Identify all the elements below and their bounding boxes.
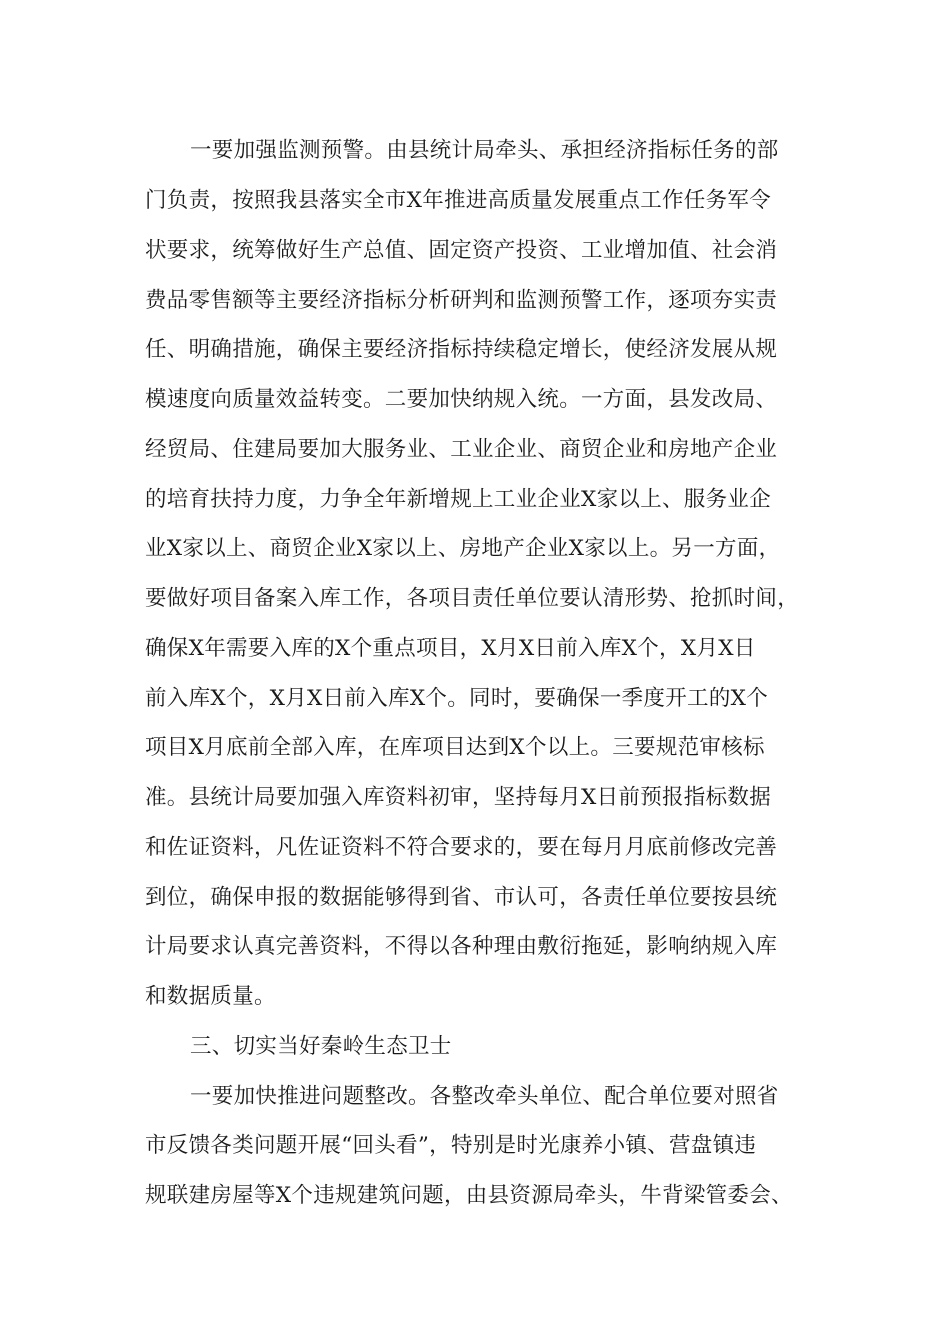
paragraph-line: 市反馈各类问题开展“回头看”，特别是时光康养小镇、营盘镇违 <box>145 1133 757 1158</box>
paragraph-line: 要做好项目备案入库工作，各项目责任单位要认清形势、抢抓时间， <box>145 586 800 611</box>
paragraph-line: 一要加强监测预警。由县统计局牵头、承担经济指标任务的部 <box>190 138 779 163</box>
paragraph-line: 费品零售额等主要经济指标分析研判和监测预警工作，逐项夯实责 <box>145 288 778 313</box>
paragraph-line: 规联建房屋等X个违规建筑问题，由县资源局牵头，牛背梁管委会、 <box>145 1183 793 1208</box>
section-heading: 三、切实当好秦岭生态卫士 <box>190 1034 452 1059</box>
paragraph-line: 前入库X个，X月X日前入库X个。同时，要确保一季度开工的X个 <box>145 686 769 711</box>
paragraph-line: 业X家以上、商贸企业X家以上、房地产企业X家以上。另一方面， <box>145 536 781 561</box>
paragraph-line: 经贸局、住建局要加大服务业、工业企业、商贸企业和房地产企业 <box>145 437 778 462</box>
paragraph-line: 模速度向质量效益转变。二要加快纳规入统。一方面，县发改局、 <box>145 387 778 412</box>
paragraph-line: 和数据质量。 <box>145 984 276 1009</box>
paragraph-line: 状要求，统筹做好生产总值、固定资产投资、工业增加值、社会消 <box>145 238 778 263</box>
paragraph-line: 到位，确保申报的数据能够得到省、市认可，各责任单位要按县统 <box>145 885 778 910</box>
paragraph-line: 确保X年需要入库的X个重点项目，X月X日前入库X个，X月X日 <box>145 636 756 661</box>
paragraph-line: 任、明确措施，确保主要经济指标持续稳定增长，使经济发展从规 <box>145 337 778 362</box>
paragraph-line: 项目X月底前全部入库，在库项目达到X个以上。三要规范审核标 <box>145 735 765 760</box>
paragraph-line: 准。县统计局要加强入库资料初审，坚持每月X日前预报指标数据 <box>145 785 772 810</box>
paragraph-line: 一要加快推进问题整改。各整改牵头单位、配合单位要对照省 <box>190 1084 779 1109</box>
paragraph-line: 计局要求认真完善资料，不得以各种理由敷衍拖延，影响纳规入库 <box>145 934 778 959</box>
paragraph-line: 门负责，按照我县落实全市X年推进高质量发展重点工作任务军令 <box>145 188 772 213</box>
paragraph-line: 的培育扶持力度，力争全年新增规上工业企业X家以上、服务业企 <box>145 487 772 512</box>
paragraph-line: 和佐证资料，凡佐证资料不符合要求的，要在每月月底前修改完善 <box>145 835 778 860</box>
